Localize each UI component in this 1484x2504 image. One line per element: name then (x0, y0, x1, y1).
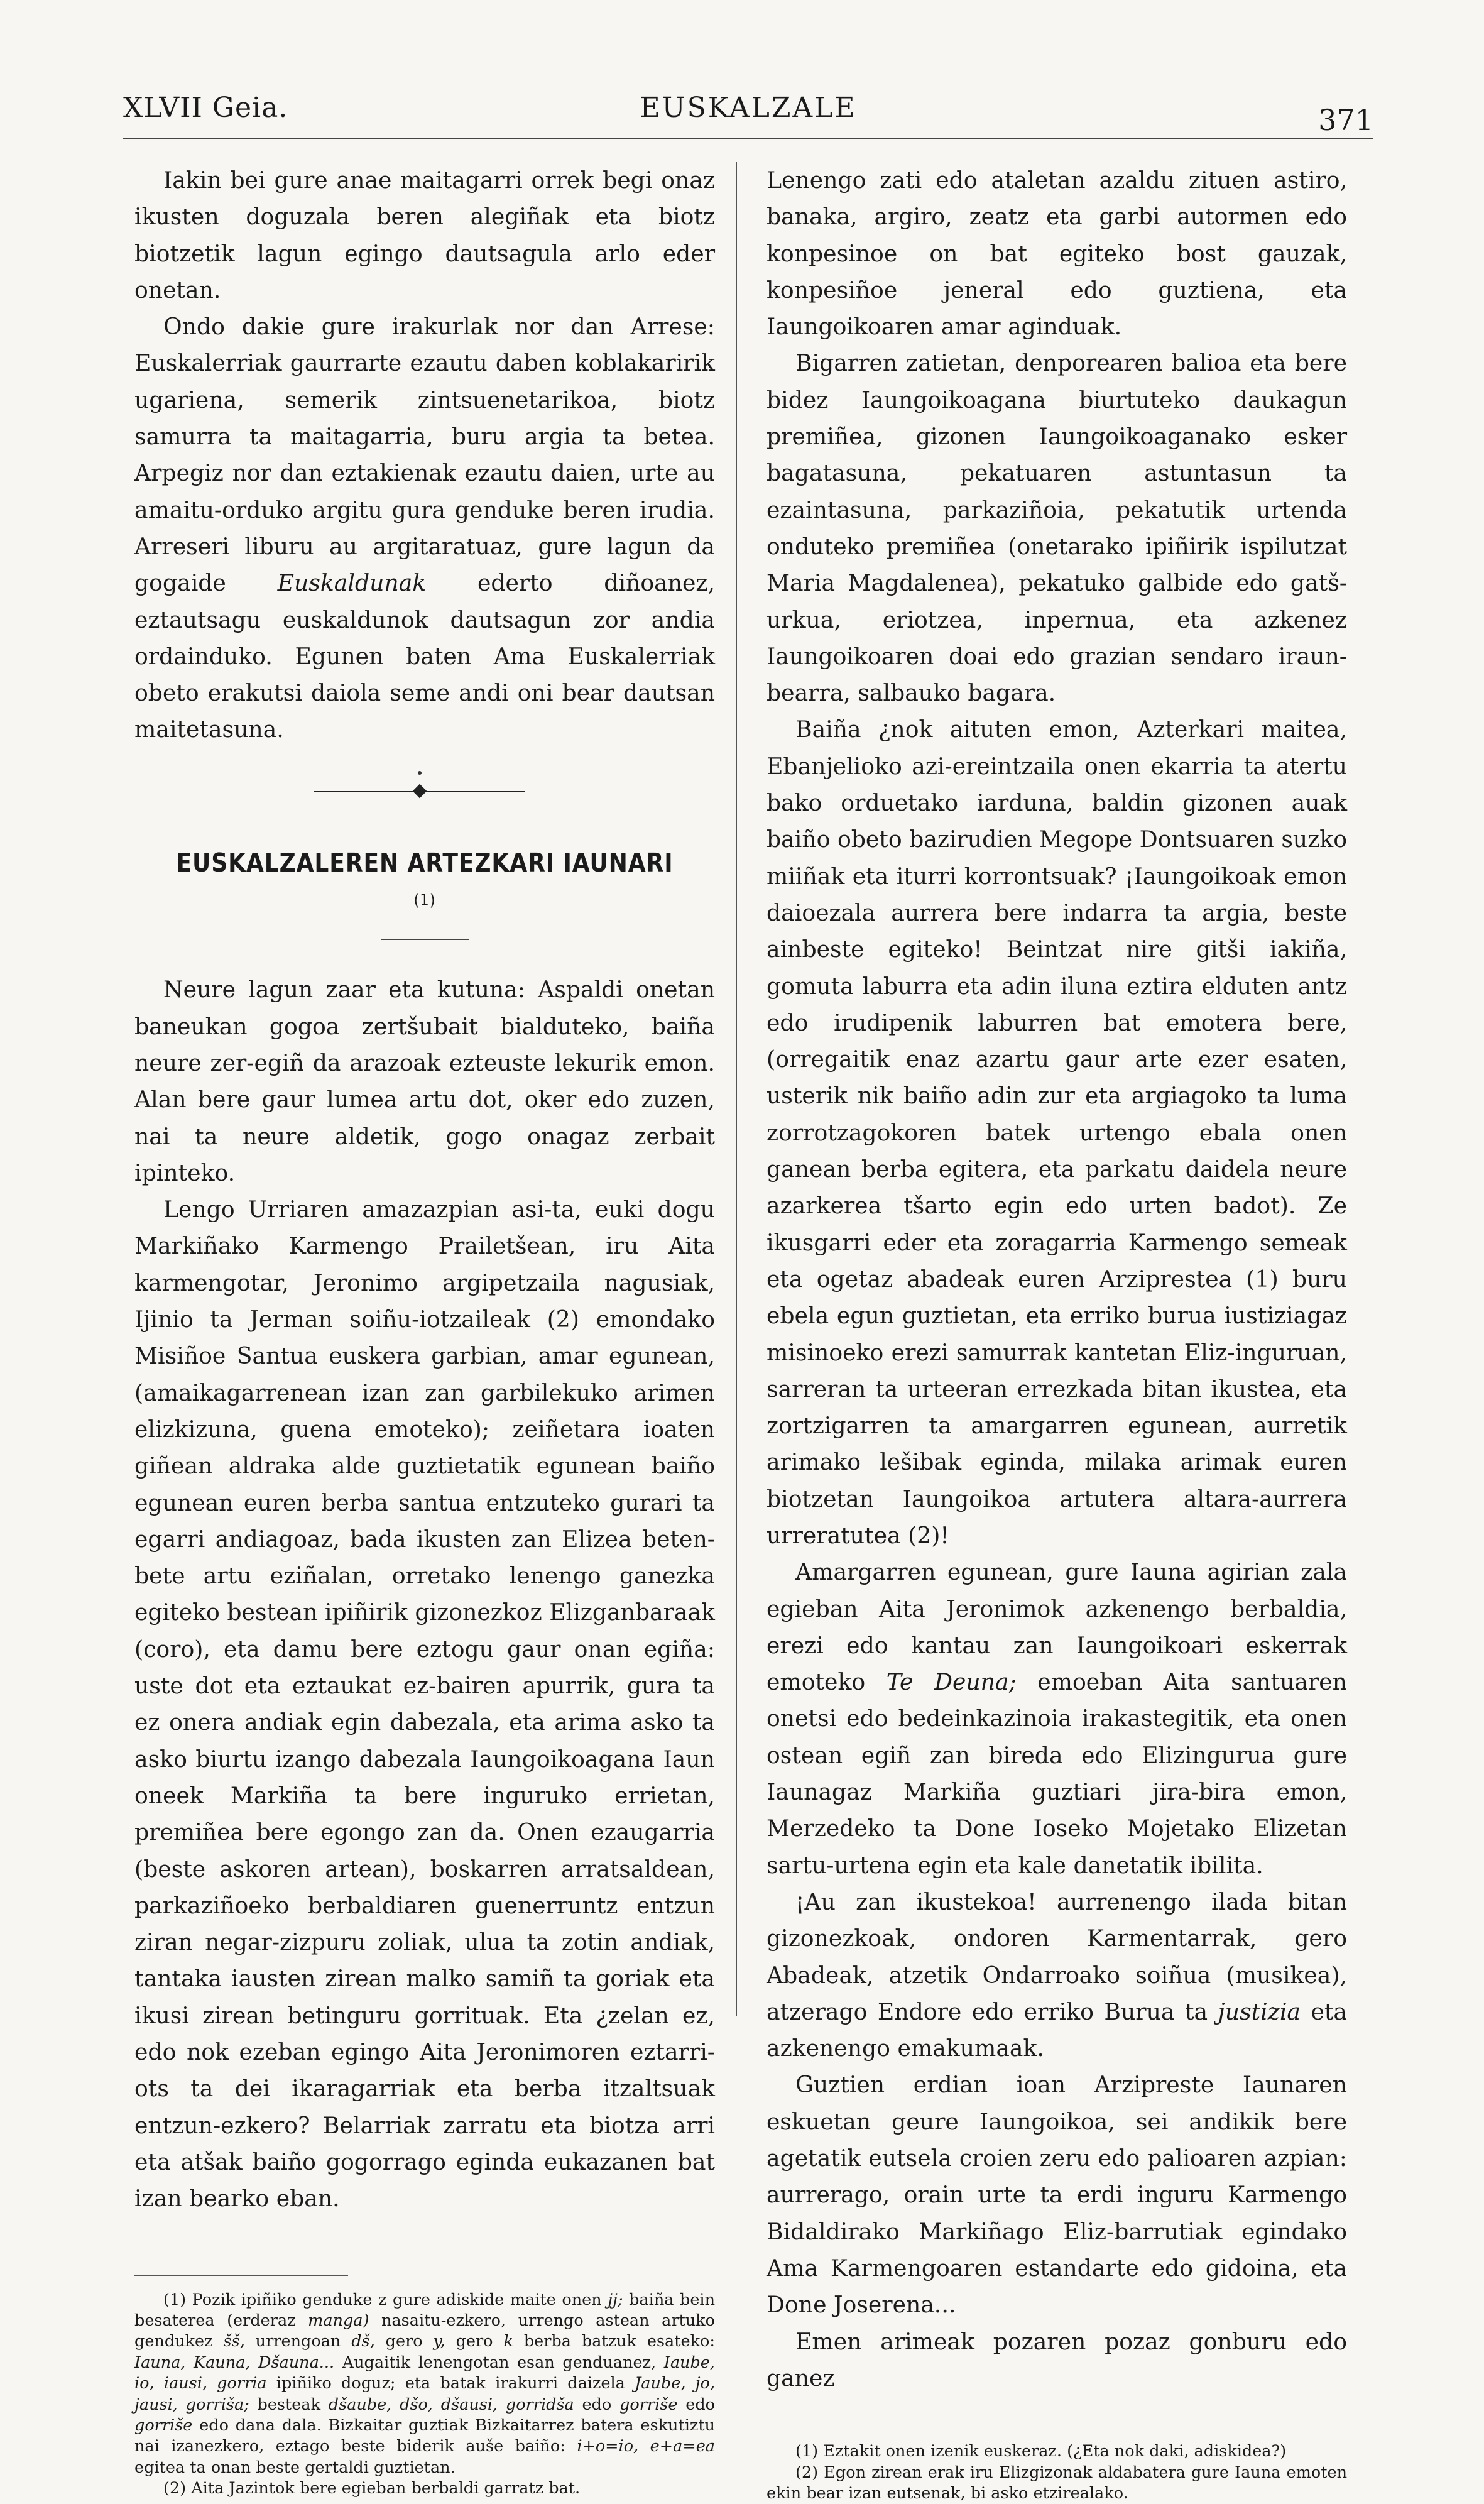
paragraph: Guztien erdian ioan Arzipreste Iaunaren eskuetan geure Iaungoikoa, sei andikik bere agetatik eutsela croien zeru edo palioaren azpian: aurrerago, orain urte ta erdi inguru Karmengo Bidaldirako Markiñago Eliz-barrutiak egindako Ama Karmengoaren estandarte edo gidoina, eta Done Joserena... (767, 2071, 1347, 2319)
left-column (134, 162, 715, 2500)
footnote: (2) Aita Jazintok bere egieban berbaldi garratz bat. (163, 2479, 581, 2498)
volume-label: XLVII Geia. (123, 92, 288, 124)
article-heading: EUSKALZALEREN ARTEZKARI IAUNARI $^{(1)}$ (176, 847, 674, 910)
right-column (767, 162, 1347, 2504)
footnote: (1) Eztakit onen izenik euskeraz. (¿Eta nok daki, adiskidea?) (795, 2442, 1287, 2461)
footnote: (2) Egon zirean erak iru Elizgizonak aldabatera gure Iauna emoten ekin bear izan eutsenak, bi asko etzirealako. (767, 2463, 1347, 2503)
running-header (123, 80, 1373, 137)
paragraph: ¡Au zan ikustekoa! aurrenengo ilada bitan gizonezkoak, ondoren Karmentarrak, gero Abadeak, atzetik Ondarroako soiñua (musikea), atzerago Endore edo erriko Burua ta justizia eta azkenengo emakumaak. (767, 1888, 1347, 2062)
paragraph: Lengo Urriaren amazazpian asi-ta, euki dogu Markiñako Karmengo Prailetšean, iru Aita karmengotar, Jeronimo argipetzaila nagusiak, Ijinio ta Jerman soiñu-iotzaileak (2) emondako Misiñoe Santua euskera garbian, amar egunean, (amaikagarrenean izan zan garbilekuko arimen elizkizuna, guena emoteko); zeiñetara ioaten giñean aldraka alde guztietatik egunean baiño egunean euren berba santua entzuteko gurari ta egarri andiagoaz, bada ikusten zan Elizea beten-bete artu eziñalan, orretako lenengo ganezka egiteko bestean ipiñirik gizonezkoz Elizganbaraak (coro), eta damu bere eztogu gaur onan egiña: uste dot eta eztaukat ez-bairen apurrik, gura ta ez onera andiak egin dabezala, eta arima asko ta asko biurtu izango dabezala Iaungoikoagana Iaun oneek Markiña ta bere inguruko errietan, premiñea bere egongo zan da. Onen ezaugarria (beste askoren artean), boskarren arratsaldean, parkaziñoeko berbaldiaren guenerruntz entzun ziran negar-zizpuru zoliak, ulua ta zotin andiak, tantaka iausten zirean malko samiñ ta goriak eta ikusi zirean betinguru gorrituak. Eta ¿zelan ez, edo nok ezeban egingo Aita Jeronimoren eztarri-ots ta dei ikaragarriak eta berba itzaltsuak entzun-ezkero? Belarriak zarratu eta biotza arri eta atšak baiño gogorrago egindа eukazanen bat izan bearko eban. (134, 1196, 715, 2212)
paragraph: Iakin bei gure anae maitagarri orrek begi onaz ikusten doguzala beren alegiñak eta biotz biotzetik lagun egingo dautsagula arlo eder onetan. (134, 167, 715, 303)
paragraph: Neure lagun zaar eta kutuna: Aspaldi onetan baneukan gogoa zertšubait bialduteko, baiña neure zer-egiñ da arazoak ezteuste lekurik emon. Alan bere gaur lumea artu dot, oker edo zuzen, nai ta neure aldetik, gogo onagaz zerbait ipinteko. (134, 976, 715, 1186)
paragraph: Baiña ¿nok aituten emon, Azterkari maitea, Ebanjelioko azi-ereintzaila onen ekarria ta atertu bako orduetako iarduna, baldin gizonen auak baiño obeto bazirudien Megope Dontsuaren suzko miiñak eta iturri korrontsuak? ¡Iaungoikoak emon daioezala aurrera bere indarra ta argia, beste ainbeste egiteko! Beintzat nire gitši iakiña, gomuta laburra eta adin iluna eztira elduten antz edo irudipenik laburren bat emotera bere, (orregaitik enaz azartu gaur arte ezer esaten, usterik nik baiño adin zur eta argiagoko ta luma zorrotzagokoren batek urtengo ebala onen ganean berba egitera, eta parkatu daidela neure azarkerea tšarto egin edo urten badot). Ze ikusgarri eder eta zoragarria Karmengo semeak eta ogetaz abadeak euren Arziprestea (1) buru ebela egun guztietan, eta erriko burua iustiziagaz misinoeko erezi samurrak kantetan Eliz-inguruan, sarreran ta urteeran errezkada bitan ikustea, eta zortzigarren ta amargarren egunean, aurretik arimako lešibak egindа, milaka arimak euren biotzetan Iaungoikoa artutera altara-aurrera urreratutea (2)! (767, 716, 1347, 1549)
footnote: (1) Pozik ipiñiko genduke z gure adiskide maite onen jj; baiña bein besaterea (erderaz manga) nasaitu-ezkero, urrengo astean artuko gendukez šš, urrengoan dš, gero y, gero k berba batzuk esateko: Iauna, Kauna, Dšauna... Augaitik lenengotan esan genduanez, Iaube, io, iausi, gorria ipiñiko doguz; eta batak irakurri daizela Jaube, jo, jausi, gorriša; besteak dšaube, dšo, dšausi, gorridša edo gorriše edo gorriše edo dana dala. Bizkaitar guztiak Bizkaitarrez batera eskutiztu nai izanezkero, eztago beste biderik auše baiño: i+o=io, e+a=ea egitea ta onan beste gertaldi guztietan. (134, 2290, 716, 2477)
journal-title: EUSKALZALE (640, 92, 857, 124)
header-rule (123, 138, 1373, 139)
heading-rule (381, 939, 469, 940)
italic-term: Te Deuna; (886, 1668, 1017, 1696)
italic-term: justizia (1218, 1998, 1301, 2025)
paragraph: Amargarren egunean, gure Iauna agirian zala egieban Aita Jeronimok azkenengo berbaldia, erezi edo kantau zan Iaungoikoari eskerrak emoteko Te Deuna; emoeban Aita santuaren onetsi edo bedeinkazinoia irakastegitik, eta onen ostean egiñ zan bireda edo Elizingurua gure Iaunagaz Markiña guztiari jira-bira emon, Merzedeko ta Done Ioseko Mojetako Elizetan sartu-urtena egin eta kale danetatik ibilita. (767, 1558, 1347, 1879)
paragraph: Lenengo zati edo ataletan azaldu zituen astiro, banaka, argiro, zeatz eta garbi autormen edo konpesinoe on bat egiteko bost gauzak, konpesiñoe jeneral edo guztiena, eta Iaungoikoaren amar aginduak. (767, 167, 1347, 341)
paragraph: Ondo dakie gure irakurlak nor dan Arrese: Euskalerriak gaurrarte ezautu daben koblakaririk ugariena, semerik zintsuenetarikoa, biotz samurra ta maitagarria, buru argia ta betea. Arpegiz nor dan eztakienak ezautu daien, urte au amaitu-orduko argitu gura genduke beren irudia. Arreseri liburu au argitaratuaz, gure lagun da gogaide Euskaldunak ederto diñoanez, eztautsagu euskaldunok dautsagun zor andia ordainduko. Egunen baten Ama Euskalerriak obeto erakutsi daiola seme andi oni bear dautsan maitetasuna. (134, 313, 715, 743)
paragraph: Emen arimeak pozaren pozaz gonburu edo ganez (767, 2327, 1347, 2392)
column-divider (736, 162, 737, 2016)
ornament-divider (134, 748, 715, 819)
footnote-rule (134, 2275, 348, 2276)
paragraph: Bigarren zatietan, denporearen balioa eta bere bidez Iaungoikoagana biurtuteko daukagun premiñea, gizonen Iaungoikoaganako esker bagatasuna, pekatuaren astuntasun ta ezaintasuna, parkaziñoia, pekatutik urtenda onduteko premiñea (onetarako ipiñirik ispilutzat Maria Magdalenea), pekatuko galbide edo gatš-urkua, eriotzea, inpernua, eta azkenez Iaungoikoaren doai edo grazian sendaro iraun-bearra, salbauko bagara. (767, 349, 1347, 707)
page-number: 371 (1318, 103, 1373, 137)
italic-term: Euskaldunak (277, 569, 427, 597)
heading-footnote-mark: (1) (413, 890, 436, 910)
